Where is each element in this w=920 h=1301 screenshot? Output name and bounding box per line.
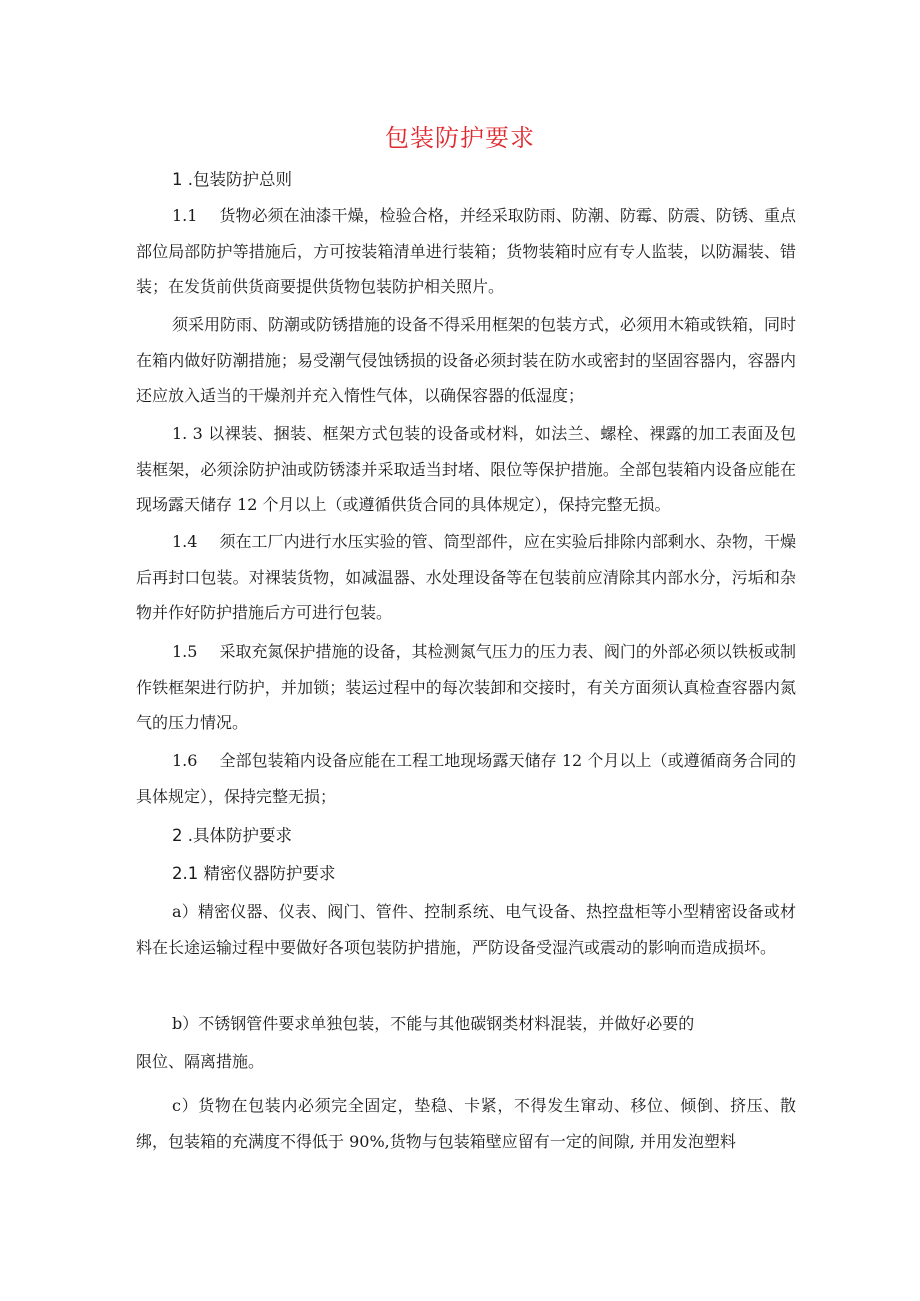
paragraph-1-5-number: 1.5 bbox=[172, 642, 198, 661]
paragraph-1-1 bbox=[136, 198, 796, 305]
section-2-heading: 2 .具体防护要求 bbox=[172, 826, 292, 845]
paragraph-1-3: 1. 3 以裸装、捆装、框架方式包装的设备或材料，如法兰、螺栓、裸露的加工表面及包装框架，必须涂防护油或防锈漆并采取适当封堵、限位等保护措施。全部包装箱内设备应能在现场露天储存 12 个月以上（或遵循供货合同的具体规定），保持完整无损。 bbox=[136, 424, 796, 514]
paragraph-1-6-number: 1.6 bbox=[172, 751, 198, 770]
paragraph-1-5-text: 采取充氮保护措施的设备，其检测氮气压力的压力表、阀门的外部必须以铁板或制作铁框架进行防护，并加锁；装运过程中的每次装卸和交接时，有关方面须认真检查容器内氮气的压力情况。 bbox=[136, 642, 796, 732]
paragraph-1-6 bbox=[136, 743, 796, 814]
paragraph-1-4 bbox=[136, 524, 796, 631]
document-title: 包装防护要求 bbox=[385, 124, 535, 152]
paragraph-1-4-text: 须在工厂内进行水压实验的管、筒型部件，应在实验后排除内部剩水、杂物，干燥后再封口包装。对裸装货物，如减温器、水处理设备等在包装前应清除其内部水分，污垢和杂物并作好防护措施后方可进行包装。 bbox=[136, 532, 796, 622]
paragraph-b-line-1: b）不锈钢管件要求单独包装，不能与其他碳钢类材料混装，并做好必要的 bbox=[172, 1014, 695, 1033]
paragraph-1-4-number: 1.4 bbox=[172, 532, 198, 551]
paragraph-1-5 bbox=[136, 634, 796, 741]
subsection-2-1-heading: 2.1 精密仪器防护要求 bbox=[172, 864, 336, 883]
paragraph-1-1-number: 1.1 bbox=[172, 206, 198, 225]
paragraph-1-6-text: 全部包装箱内设备应能在工程工地现场露天储存 12 个月以上（或遵循商务合同的具体规定），保持完整无损； bbox=[136, 751, 796, 806]
paragraph-a: a）精密仪器、仪表、阀门、管件、控制系统、电气设备、热控盘柜等小型精密设备或材料在长途运输过程中要做好各项包装防护措施，严防设备受湿汽或震动的影响而造成损坏。 bbox=[136, 902, 796, 957]
section-1-heading: 1 .包装防护总则 bbox=[172, 170, 292, 189]
paragraph-1-2: 须采用防雨、防潮或防锈措施的设备不得采用框架的包装方式，必须用木箱或铁箱，同时在箱内做好防潮措施；易受潮气侵蚀锈损的设备必须封装在防水或密封的坚固容器内，容器内还应放入适当的干燥剂并充入惰性气体，以确保容器的低湿度； bbox=[136, 315, 797, 405]
paragraph-1-1-text: 货物必须在油漆干燥，检验合格，并经采取防雨、防潮、防霉、防震、防锈、重点部位局部防护等措施后，方可按装箱清单进行装箱；货物装箱时应有专人监装，以防漏装、错装；在发货前供货商要提供货物包装防护相关照片。 bbox=[136, 206, 796, 296]
paragraph-c: c）货物在包装内必须完全固定，垫稳、卡紧，不得发生窜动、移位、倾倒、挤压、散绑，包装箱的充满度不得低于 90%,货物与包装箱壁应留有一定的间隙, 并用发泡塑料 bbox=[136, 1096, 796, 1151]
paragraph-b-line-2: 限位、隔离措施。 bbox=[136, 1052, 265, 1071]
